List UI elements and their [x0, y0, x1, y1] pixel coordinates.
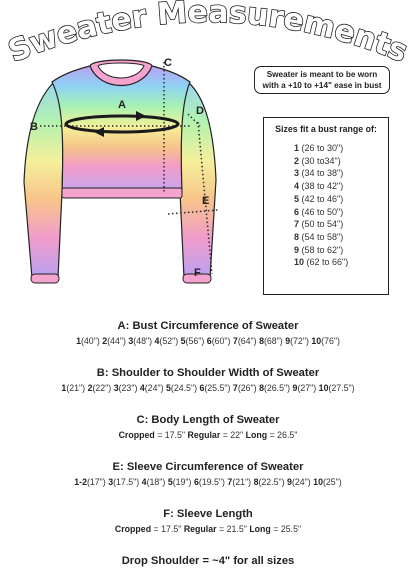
measurement-value: (18"): [146, 477, 166, 487]
size-range: (38 to 42"): [299, 181, 344, 192]
measurement-value: (72"): [290, 336, 309, 346]
measurement-value: (76"): [321, 336, 340, 346]
label-e: E: [202, 195, 210, 207]
length-label: Regular: [187, 430, 221, 440]
left-cuff: [31, 274, 59, 283]
measurement-value: (44"): [107, 336, 126, 346]
size-number: 2: [102, 336, 108, 346]
size-number: 3: [128, 336, 134, 346]
label-d: D: [196, 105, 204, 117]
waist-ribbing: [62, 188, 182, 198]
size-range-item: [294, 180, 388, 193]
size-range: (58 to 62"): [299, 244, 344, 255]
measurement-value: (60"): [211, 336, 231, 346]
size-range-item: [294, 218, 388, 231]
shoulder-values-row: [0, 383, 416, 393]
measurement-value: (19"): [172, 477, 192, 487]
ease-note-box: [254, 66, 390, 94]
ease-note-line-1: Sweater is meant to be worn: [266, 70, 378, 79]
size-range-item: [294, 167, 388, 180]
sleeve-length-row: [0, 524, 416, 534]
size-range: (54 to 58"): [299, 231, 344, 242]
length-label: Cropped: [118, 430, 155, 440]
size-number: 10: [313, 477, 323, 487]
measurement-value: (24.5"): [170, 383, 197, 393]
section-title: F: Sleeve Length: [163, 508, 253, 520]
measurement-value: (26.5"): [263, 383, 291, 393]
length-label: Long: [249, 524, 271, 534]
label-f: F: [194, 267, 201, 279]
left-sleeve: [24, 82, 64, 278]
size-number: 7: [232, 336, 238, 346]
size-number: 3: [113, 383, 119, 393]
measurement-value: (40"): [80, 336, 100, 346]
sleeve-circ-values-row: [0, 477, 416, 487]
size-range: (50 to 54"): [299, 219, 344, 230]
measurement-value: (52"): [159, 336, 179, 346]
measurement-value: (24"): [291, 477, 311, 487]
section-title: A: Bust Circumference of Sweater: [117, 320, 299, 332]
size-range: (42 to 46"): [299, 193, 344, 204]
size-number: 9: [292, 383, 298, 393]
size-number: 1-2: [74, 477, 87, 487]
measurement-value: (21"): [66, 383, 86, 393]
size-number: 4: [294, 181, 300, 192]
size-number: 8: [253, 477, 259, 487]
measurement-value: (17.5"): [113, 477, 140, 487]
size-number: 2: [294, 155, 300, 166]
size-number: 5: [167, 477, 173, 487]
measurement-value: (17"): [86, 477, 106, 487]
measurement-value: (27"): [297, 383, 317, 393]
length-value: = 17.5": [154, 430, 186, 440]
drop-shoulder-note: Drop Shoulder = ~4" for all sizes: [121, 555, 295, 567]
size-range-item: [294, 256, 388, 269]
size-range-item: [294, 231, 388, 244]
size-number: 7: [232, 383, 238, 393]
size-number: 8: [259, 383, 264, 393]
page-title-text: Sweater Measurements: [3, 0, 413, 70]
body-length-row: [0, 430, 416, 440]
length-label: Cropped: [114, 524, 152, 534]
measurement-value: (48"): [133, 336, 153, 346]
size-number: 10: [294, 257, 305, 268]
size-range: (26 to 30"): [299, 143, 344, 153]
section-shoulder-width: [0, 367, 416, 393]
measurement-value: (19.5"): [198, 477, 225, 487]
section-sleeve-circumference: [0, 461, 416, 487]
size-number: 1: [61, 383, 67, 393]
size-number: 5: [165, 383, 171, 393]
size-range-item: [294, 244, 388, 257]
length-label: Regular: [183, 524, 217, 534]
sweater-diagram: [22, 52, 228, 288]
size-number: 6: [199, 383, 205, 393]
size-number: 6: [206, 336, 212, 346]
size-number: 7: [227, 477, 233, 487]
measurement-value: (24"): [144, 383, 164, 393]
size-number: 1: [76, 336, 81, 346]
measurement-value: (21"): [232, 477, 252, 487]
size-range: (34 to 38"): [299, 168, 344, 179]
measurement-value: (26"): [237, 383, 257, 393]
length-value: = 22": [220, 430, 244, 440]
size-number: 2: [87, 383, 93, 393]
size-number: 4: [154, 336, 160, 346]
length-value: = 26.5": [267, 430, 298, 440]
length-label: Long: [245, 430, 268, 440]
label-a: A: [118, 99, 126, 111]
label-c: C: [164, 57, 172, 69]
size-number: 9: [294, 244, 300, 255]
size-range: (46 to 50"): [299, 206, 344, 217]
label-b: B: [30, 121, 38, 133]
measurement-value: (22"): [92, 383, 112, 393]
size-range-item: [294, 206, 388, 219]
ease-note-line-2: with a +10 to +14" ease in bust: [262, 81, 382, 90]
size-range-box: [263, 117, 389, 295]
size-range-item: [294, 142, 388, 155]
size-range-item: [294, 155, 388, 168]
size-number: 10: [318, 383, 329, 393]
size-number: 6: [193, 477, 199, 487]
length-value: = 17.5": [151, 524, 182, 534]
size-number: 3: [108, 477, 114, 487]
section-body-length: [0, 414, 416, 440]
size-number: 10: [311, 336, 322, 346]
size-number: 1: [294, 143, 300, 153]
section-drop-shoulder: [0, 555, 416, 567]
length-value: = 25.5": [270, 524, 302, 534]
size-number: 4: [139, 383, 145, 393]
size-number: 4: [141, 477, 147, 487]
section-sleeve-length: [0, 508, 416, 534]
size-number: 5: [294, 193, 300, 204]
section-title: E: Sleeve Circumference of Sweater: [112, 461, 304, 473]
measurement-value: (64"): [237, 336, 257, 346]
measurement-value: (27.5"): [328, 383, 355, 393]
size-number: 8: [259, 336, 264, 346]
length-value: = 21.5": [216, 524, 247, 534]
measurement-value: (56"): [185, 336, 205, 346]
section-title: C: Body Length of Sweater: [136, 414, 280, 426]
size-range: (62 to 66"): [304, 257, 349, 268]
size-number: 8: [294, 231, 300, 242]
size-range-item: [294, 193, 388, 206]
size-range-list: [294, 142, 388, 269]
size-range: (30 to34"): [299, 155, 341, 166]
size-number: 9: [285, 336, 291, 346]
size-number: 9: [287, 477, 292, 487]
section-bust-circumference: [0, 320, 416, 346]
size-number: 6: [294, 206, 300, 217]
measurement-value: (22.5"): [258, 477, 285, 487]
section-title: B: Shoulder to Shoulder Width of Sweater: [96, 367, 320, 379]
measurement-value: (25"): [322, 477, 342, 487]
size-number: 3: [294, 168, 300, 179]
size-number: 5: [180, 336, 186, 346]
measurement-value: (23"): [118, 383, 138, 393]
measurement-value: (68"): [263, 336, 283, 346]
size-number: 7: [294, 219, 300, 230]
measurement-value: (25.5"): [204, 383, 231, 393]
size-range-heading: Sizes fit a bust range of:: [275, 124, 377, 134]
bust-values-row: [0, 336, 416, 346]
